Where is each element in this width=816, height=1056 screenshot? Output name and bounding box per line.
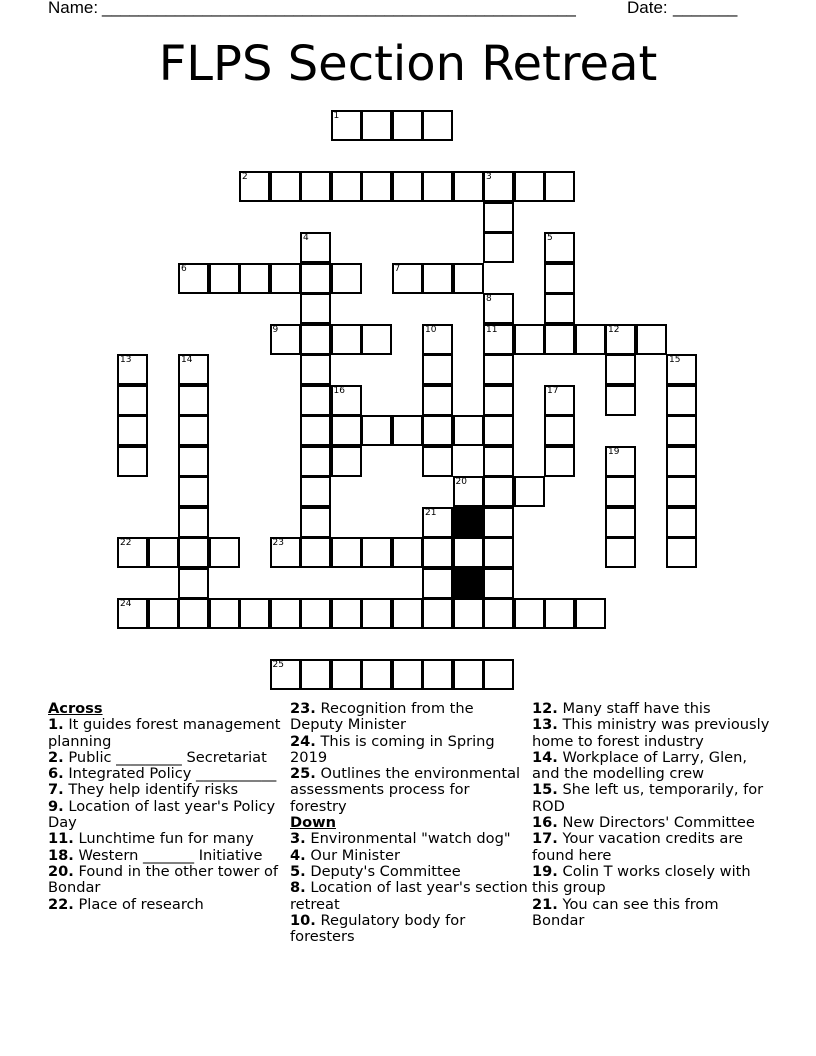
crossword-cell[interactable] <box>453 263 484 294</box>
clue-number: 11 <box>486 324 498 335</box>
crossword-cell[interactable] <box>300 324 331 355</box>
crossword-cell[interactable] <box>422 507 453 538</box>
clue-item <box>48 831 288 847</box>
crossword-cell[interactable] <box>117 415 148 446</box>
crossword-cell[interactable] <box>483 415 514 446</box>
crossword-cell[interactable] <box>148 598 179 629</box>
clue-item <box>290 913 530 946</box>
clue-item <box>48 799 288 832</box>
crossword-cell[interactable] <box>331 598 362 629</box>
clue-text: Colin T works closely with this group <box>532 862 751 897</box>
crossword-cell[interactable] <box>361 324 392 355</box>
crossword-cell[interactable] <box>666 537 697 568</box>
clue-item <box>532 815 772 831</box>
clue-item <box>290 848 530 864</box>
crossword-cell[interactable] <box>178 263 209 294</box>
crossword-cell[interactable] <box>331 537 362 568</box>
clue-item <box>532 717 772 750</box>
clue-text: It guides forest management planning <box>48 716 281 750</box>
crossword-cell[interactable] <box>239 171 270 202</box>
crossword-cell[interactable] <box>544 415 575 446</box>
clue-item <box>532 831 772 864</box>
clue-text: Many staff have this <box>557 700 711 717</box>
crossword-cell[interactable] <box>422 446 453 477</box>
crossword-cell[interactable] <box>117 446 148 477</box>
blocked-cell <box>453 507 484 538</box>
clue-number: 22 <box>120 538 132 548</box>
clue-number: 4 <box>303 233 309 243</box>
crossword-cell[interactable] <box>483 476 514 507</box>
crossword-cell[interactable] <box>392 537 423 568</box>
crossword-cell[interactable] <box>422 385 453 416</box>
crossword-cell[interactable] <box>636 324 667 355</box>
clue-number: 10 <box>425 324 437 335</box>
crossword-cell[interactable] <box>209 263 240 294</box>
crossword-cell[interactable] <box>422 171 453 202</box>
crossword-cell[interactable] <box>422 324 453 355</box>
crossword-cell[interactable] <box>300 659 331 690</box>
crossword-cell[interactable] <box>514 324 545 355</box>
crossword-cell[interactable] <box>361 598 392 629</box>
crossword-cell[interactable] <box>361 110 392 141</box>
crossword-cell[interactable] <box>361 415 392 446</box>
clue-number: 12 <box>608 324 620 335</box>
crossword-cell[interactable] <box>422 110 453 141</box>
crossword-cell[interactable] <box>544 598 575 629</box>
clue-number-label: 6. <box>48 765 64 783</box>
crossword-cell[interactable] <box>544 385 575 416</box>
crossword-cell[interactable] <box>483 385 514 416</box>
clue-text: Outlines the environmental assessments process for forestry <box>290 765 521 815</box>
clue-number-label: 11. <box>48 830 74 848</box>
crossword-cell[interactable] <box>331 110 362 141</box>
clues-column-1 <box>48 701 288 913</box>
crossword-cell[interactable] <box>392 110 423 141</box>
clue-number-label: 13. <box>532 716 558 734</box>
crossword-cell[interactable] <box>422 415 453 446</box>
crossword-cell[interactable] <box>605 324 636 355</box>
down-heading: Down <box>290 814 337 832</box>
crossword-cell[interactable] <box>300 598 331 629</box>
crossword-cell[interactable] <box>331 446 362 477</box>
clue-item <box>532 782 772 815</box>
crossword-cell[interactable] <box>300 415 331 446</box>
clue-number: 2 <box>242 172 248 182</box>
clue-number: 6 <box>181 263 187 274</box>
clue-item <box>48 897 288 913</box>
crossword-cell[interactable] <box>300 446 331 477</box>
crossword-cell[interactable] <box>392 659 423 690</box>
crossword-cell[interactable] <box>300 263 331 294</box>
crossword-cell[interactable] <box>575 598 606 629</box>
clue-number-label: 25. <box>290 765 316 783</box>
clue-number: 19 <box>608 446 620 457</box>
clue-number-label: 21. <box>532 895 558 913</box>
clue-item <box>48 750 288 766</box>
crossword-cell[interactable] <box>666 476 697 507</box>
crossword-cell[interactable] <box>270 171 301 202</box>
clue-number-label: 5. <box>290 862 306 880</box>
crossword-cell[interactable] <box>544 263 575 294</box>
crossword-cell[interactable] <box>422 659 453 690</box>
clue-number-label: 12. <box>532 700 558 717</box>
crossword-cell[interactable] <box>483 293 514 324</box>
crossword-cell[interactable] <box>300 476 331 507</box>
crossword-cell[interactable] <box>666 507 697 538</box>
clue-item <box>532 864 772 897</box>
crossword-cell[interactable] <box>331 659 362 690</box>
crossword-cell[interactable] <box>483 324 514 355</box>
clues-column-2 <box>290 701 530 945</box>
clue-number: 14 <box>181 355 193 365</box>
clue-number: 23 <box>272 538 284 548</box>
clue-text: Environmental "watch dog" <box>305 830 511 848</box>
crossword-cell[interactable] <box>422 537 453 568</box>
crossword-cell[interactable] <box>483 568 514 599</box>
clue-text: Workplace of Larry, Glen, and the modelling crew <box>532 748 748 783</box>
crossword-cell[interactable] <box>483 598 514 629</box>
clue-item <box>290 701 530 734</box>
clue-item <box>290 831 530 847</box>
crossword-cell[interactable] <box>178 415 209 446</box>
crossword-cell[interactable] <box>178 537 209 568</box>
crossword-cell[interactable] <box>392 263 423 294</box>
clue-number-label: 15. <box>532 781 558 799</box>
crossword-cell[interactable] <box>300 354 331 385</box>
clue-text: You can see this from Bondar <box>532 895 719 929</box>
clue-text: Integrated Policy ___________ <box>63 765 277 783</box>
crossword-cell[interactable] <box>270 598 301 629</box>
clue-text: Regulatory body for foresters <box>290 911 466 946</box>
crossword-cell[interactable] <box>483 507 514 538</box>
crossword-cell[interactable] <box>483 202 514 233</box>
clue-number-label: 1. <box>48 716 64 734</box>
crossword-cell[interactable] <box>483 659 514 690</box>
clue-number-label: 20. <box>48 862 74 880</box>
clue-item <box>290 880 530 913</box>
clue-number: 9 <box>272 324 279 335</box>
crossword-cell[interactable] <box>483 537 514 568</box>
clue-number-label: 10. <box>290 911 316 929</box>
crossword-cell[interactable] <box>666 354 697 385</box>
crossword-cell[interactable] <box>544 232 575 263</box>
clue-number-label: 4. <box>290 846 306 864</box>
date-label: Date: <box>627 0 668 17</box>
crossword-cell[interactable] <box>605 537 636 568</box>
clue-text: Your vacation credits are found here <box>532 830 743 864</box>
crossword-cell[interactable] <box>361 537 392 568</box>
crossword-cell[interactable] <box>270 537 301 568</box>
crossword-cell[interactable] <box>117 598 148 629</box>
crossword-cell[interactable] <box>270 263 301 294</box>
crossword-cell[interactable] <box>300 385 331 416</box>
crossword-cell[interactable] <box>209 598 240 629</box>
crossword-cell[interactable] <box>483 232 514 263</box>
crossword-cell[interactable] <box>209 537 240 568</box>
clue-number: 13 <box>120 355 132 365</box>
crossword-cell[interactable] <box>422 263 453 294</box>
clue-number: 24 <box>120 599 132 609</box>
crossword-cell[interactable] <box>178 354 209 385</box>
crossword-cell[interactable] <box>331 385 362 416</box>
clue-number: 16 <box>333 385 345 396</box>
clue-text: This ministry was previously home to forest industry <box>532 716 770 750</box>
crossword-cell[interactable] <box>239 598 270 629</box>
crossword-cell[interactable] <box>148 537 179 568</box>
clue-number-label: 24. <box>290 732 316 750</box>
page-title: FLPS Section Retreat <box>158 36 658 92</box>
clue-item <box>532 701 772 717</box>
clue-text: She left us, temporarily, for ROD <box>532 781 764 815</box>
clue-text: Western _______ Initiative <box>73 846 263 864</box>
crossword-cell[interactable] <box>483 354 514 385</box>
clue-item <box>48 864 288 897</box>
crossword-cell[interactable] <box>392 415 423 446</box>
clue-item <box>290 864 530 880</box>
clue-text: They help identify risks <box>63 781 239 799</box>
clue-text: New Directors' Committee <box>557 814 755 832</box>
clue-item <box>532 897 772 930</box>
crossword-cell[interactable] <box>453 598 484 629</box>
crossword-cell[interactable] <box>544 293 575 324</box>
clue-number-label: 9. <box>48 797 64 815</box>
clue-text: This is coming in Spring 2019 <box>290 732 495 766</box>
clue-text: Our Minister <box>305 846 400 864</box>
crossword-cell[interactable] <box>178 598 209 629</box>
crossword-cell[interactable] <box>453 476 484 507</box>
crossword-cell[interactable] <box>453 171 484 202</box>
clue-number-label: 22. <box>48 895 74 913</box>
clue-number: 21 <box>425 507 437 518</box>
clue-text: Lunchtime fun for many <box>73 830 254 848</box>
crossword-cell[interactable] <box>514 598 545 629</box>
clue-text: Found in the other tower of Bondar <box>48 862 279 897</box>
crossword-cell[interactable] <box>361 659 392 690</box>
crossword-cell[interactable] <box>453 415 484 446</box>
name-label: Name: <box>48 0 99 17</box>
crossword-cell[interactable] <box>544 324 575 355</box>
crossword-cell[interactable] <box>483 171 514 202</box>
clue-number-label: 16. <box>532 814 558 832</box>
crossword-cell[interactable] <box>178 446 209 477</box>
clue-item <box>532 750 772 783</box>
crossword-cell[interactable] <box>300 537 331 568</box>
crossword-cell[interactable] <box>300 171 331 202</box>
clue-number: 7 <box>394 263 401 274</box>
crossword-cell[interactable] <box>514 476 545 507</box>
crossword-cell[interactable] <box>300 293 331 324</box>
crossword-cell[interactable] <box>544 446 575 477</box>
clue-number-label: 3. <box>290 830 306 848</box>
clue-number-label: 8. <box>290 879 306 897</box>
clue-number-label: 23. <box>290 700 316 717</box>
clue-text: Location of last year's section retreat <box>290 879 528 913</box>
clue-text: Public _________ Secretariat <box>63 748 267 766</box>
crossword-cell[interactable] <box>331 171 362 202</box>
crossword-cell[interactable] <box>605 476 636 507</box>
clue-item <box>290 734 530 767</box>
clue-number: 5 <box>547 233 553 243</box>
crossword-cell[interactable] <box>575 324 606 355</box>
clue-number: 17 <box>547 385 559 396</box>
clue-number-label: 17. <box>532 830 558 848</box>
clues-column-3 <box>532 701 772 929</box>
crossword-cell[interactable] <box>605 507 636 538</box>
clue-number-label: 7. <box>48 781 64 799</box>
crossword-cell[interactable] <box>331 263 362 294</box>
crossword-cell[interactable] <box>392 171 423 202</box>
crossword-cell[interactable] <box>666 446 697 477</box>
crossword-cell[interactable] <box>178 476 209 507</box>
crossword-cell[interactable] <box>666 385 697 416</box>
crossword-cell[interactable] <box>117 385 148 416</box>
clue-item <box>290 766 530 815</box>
crossword-cell[interactable] <box>117 537 148 568</box>
clue-number-label: 14. <box>532 748 558 766</box>
clue-text: Recognition from the Deputy Minister <box>290 700 474 734</box>
crossword-cell[interactable] <box>178 507 209 538</box>
crossword-cell[interactable] <box>178 385 209 416</box>
crossword-cell[interactable] <box>117 354 148 385</box>
clue-number-label: 19. <box>532 862 558 880</box>
crossword-cell[interactable] <box>544 171 575 202</box>
crossword-cell[interactable] <box>300 232 331 263</box>
clue-text: Location of last year's Policy Day <box>48 797 276 832</box>
crossword-cell[interactable] <box>666 415 697 446</box>
crossword-cell[interactable] <box>300 507 331 538</box>
crossword-cell[interactable] <box>422 598 453 629</box>
clue-item <box>48 848 288 864</box>
across-heading: Across <box>48 700 103 717</box>
clue-number: 20 <box>455 477 467 487</box>
crossword-cell[interactable] <box>178 568 209 599</box>
crossword-cell[interactable] <box>514 171 545 202</box>
crossword-cell[interactable] <box>270 324 301 355</box>
crossword-cell[interactable] <box>483 446 514 477</box>
name-field-line[interactable]: ____________________________________________________ <box>102 0 576 17</box>
clue-number: 15 <box>669 355 681 365</box>
blocked-cell <box>453 568 484 599</box>
crossword-cell[interactable] <box>605 354 636 385</box>
crossword-cell[interactable] <box>422 568 453 599</box>
crossword-cell[interactable] <box>605 446 636 477</box>
crossword-cell[interactable] <box>392 598 423 629</box>
clue-item <box>48 782 288 798</box>
crossword-cell[interactable] <box>331 415 362 446</box>
crossword-cell[interactable] <box>422 354 453 385</box>
clue-number: 25 <box>272 660 284 670</box>
date-field-line[interactable]: _______ <box>673 0 738 17</box>
crossword-cell[interactable] <box>331 324 362 355</box>
clue-number-label: 2. <box>48 748 64 766</box>
crossword-cell[interactable] <box>605 385 636 416</box>
crossword-cell[interactable] <box>239 263 270 294</box>
crossword-cell[interactable] <box>453 659 484 690</box>
crossword-cell[interactable] <box>270 659 301 690</box>
clue-number: 1 <box>333 111 340 121</box>
clue-text: Deputy's Committee <box>305 862 461 880</box>
clue-number: 3 <box>486 172 492 182</box>
clue-item <box>48 766 288 782</box>
clue-number: 8 <box>486 294 492 304</box>
clue-number-label: 18. <box>48 846 74 864</box>
clue-text: Place of research <box>73 895 204 913</box>
clue-item <box>48 717 288 750</box>
crossword-cell[interactable] <box>361 171 392 202</box>
crossword-cell[interactable] <box>453 537 484 568</box>
